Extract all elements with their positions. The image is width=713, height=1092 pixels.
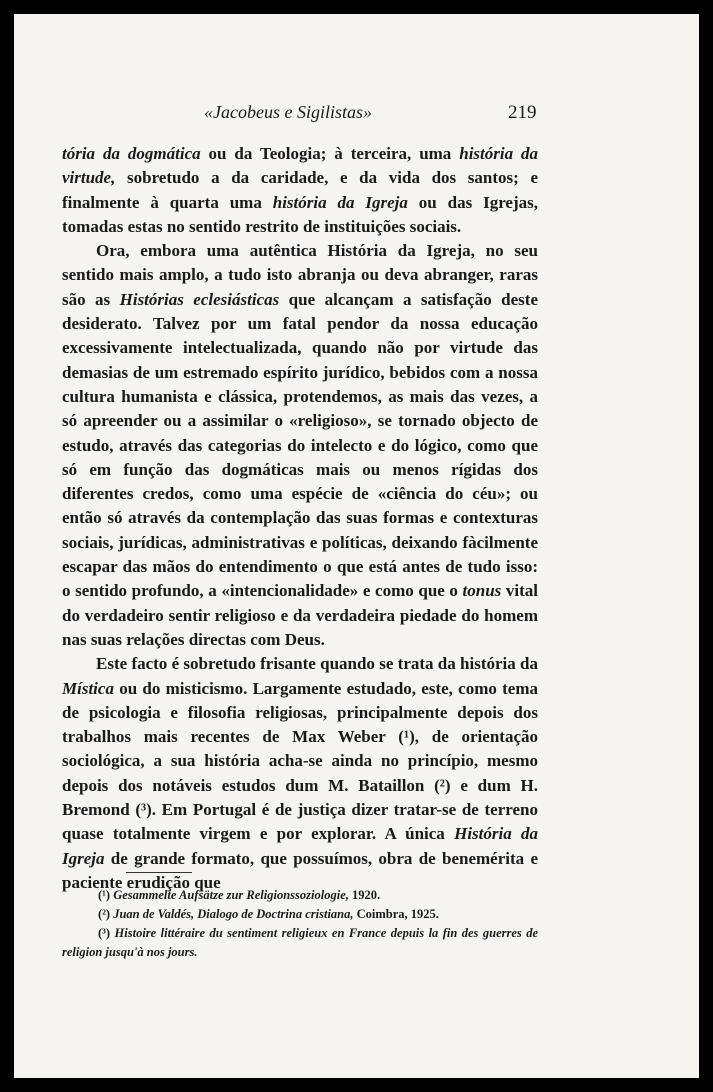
text-run: ou das Igrejas, tomadas estas no sentido restrito de instituições sociais. (62, 192, 538, 236)
italic-run: História da Igreja (62, 824, 539, 868)
body-text (62, 142, 538, 895)
text-run: ou da Teologia; à terceira, uma (200, 144, 460, 163)
italic-run: história da Igreja (272, 192, 408, 212)
footnote (62, 905, 538, 924)
italic-run: tonus (462, 581, 502, 601)
italic-run: tória da dogmática (62, 144, 201, 163)
text-run: Ora, embora uma autêntica História da Igreja, no seu sentido mais amplo, a tudo isto abranja ou deva abranger, raras são as (62, 241, 538, 309)
page-number: 219 (508, 102, 537, 123)
footnote-title: Gesammelte Aufsätze zur Religionssoziologie, (113, 888, 349, 902)
footnote-number: (²) (98, 907, 114, 921)
footnote (62, 924, 538, 962)
footnote-title: Histoire littéraire du sentiment religieux en France depuis la fin des guerres de religion jusqu'à nos jours. (62, 926, 539, 959)
footnote-title: Juan de Valdés, Dialogo de Doctrina cristiana, (113, 907, 354, 921)
running-head (14, 102, 699, 126)
text-run: vital do verdadeiro sentir religioso e da verdadeira piedade do homem nas suas relações directas com Deus. (62, 581, 539, 649)
italic-run: Histórias eclesiásticas (119, 289, 280, 309)
footnote (62, 886, 538, 905)
running-title: «Jacobeus e Sigilistas» (204, 102, 372, 122)
footnote-detail: Coimbra, 1925. (353, 907, 439, 921)
italic-run: Mística (62, 678, 114, 698)
text-run: que alcançam a satisfação deste desiderato. Talvez por um fatal pendor da nossa educação excessivamente intelectualizada, quando não por virtude das demasias de um estremado espírito jurídico, bebidos com a nossa cultura humanista e clássica, protendemos, as mais das vezes, a só apreender ou a assimilar o «religioso», se tornado objecto de estudo, através das categorias do intelecto e do lógico, como que só em função das dogmáticas mais ou menos rígidas dos diferentes credos, como uma espécie de «ciência do céu»; ou então só através da contemplação das suas formas e contexturas sociais, jurídicas, administrativas e políticas, deixando fàcilmente escapar das mãos do entendimento o que está antes de tudo isso: o sentido profundo, a «intencionalidade» e como que o (62, 289, 538, 601)
paragraph (62, 142, 538, 239)
footnote-number: (³) (98, 926, 115, 940)
book-page (14, 14, 699, 1078)
text-run: ou do misticismo. Largamente estudado, este, como tema de psicologia e filosofia religiosas, principalmente depois dos trabalhos mais recentes de Max Weber (¹), de orientação sociológica, a sua história acha-se ainda no princípio, mesmo depois dos notáveis estudos dum M. Bataillon (²) e dum H. Bremond (³). Em Portugal é de justiça dizer tratar-se de terreno quase totalmente virgem e por explorar. A única (62, 678, 538, 844)
text-run: Este facto é sobretudo frisante quando se trata da história da (96, 654, 538, 674)
italic-run: história da virtude, (62, 144, 539, 188)
footnote-detail: 1920. (348, 888, 381, 902)
paragraph (62, 652, 538, 895)
text-run: de grande formato, que possuímos, obra de benemérita e paciente erudição que (62, 848, 538, 892)
text-run: sobretudo a da caridade, e da vida dos santos; e finalmente à quarta uma (62, 168, 538, 212)
footnote-number: (¹) (98, 888, 114, 902)
footnotes (62, 886, 538, 962)
paragraph (62, 239, 538, 652)
footnote-rule (126, 872, 192, 873)
